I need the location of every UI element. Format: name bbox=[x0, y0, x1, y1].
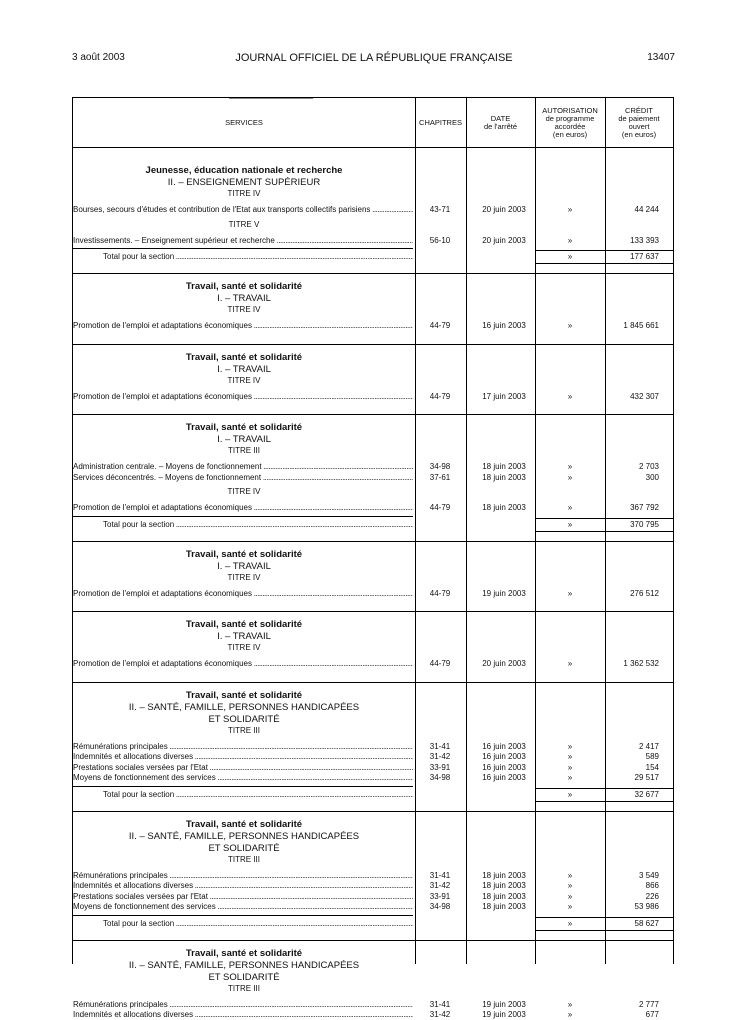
row-credit: 677 bbox=[645, 1010, 659, 1019]
column-divider bbox=[466, 98, 467, 964]
row-chapitre: 31-42 bbox=[429, 752, 451, 761]
row-autorisation: » bbox=[567, 391, 573, 401]
section-divider bbox=[73, 273, 673, 274]
section-divider bbox=[73, 811, 673, 812]
row-credit: 226 bbox=[645, 891, 659, 901]
section-department: I. – TRAVAIL bbox=[217, 434, 271, 445]
section-department: I. – TRAVAIL bbox=[217, 293, 271, 304]
row-chapitre: 31-42 bbox=[429, 1010, 451, 1019]
row-credit: 300 bbox=[645, 472, 659, 482]
col-header-credit: CRÉDIT de paiement ouvert (en euros) bbox=[618, 105, 660, 139]
section-divider bbox=[73, 414, 673, 415]
total-autorisation: » bbox=[567, 918, 573, 928]
titre-label: TITRE IV bbox=[227, 487, 261, 496]
row-chapitre: 31-41 bbox=[429, 870, 451, 880]
credits-table bbox=[72, 97, 674, 1019]
row-service: Indemnités et allocations diverses ..... bbox=[73, 751, 413, 762]
row-credit: 154 bbox=[645, 762, 659, 772]
table-row bbox=[73, 235, 673, 246]
row-service: Indemnités et allocations diverses ..... bbox=[73, 1009, 413, 1020]
total-credit: 58 627 bbox=[634, 918, 659, 928]
row-autorisation: » bbox=[567, 659, 573, 668]
row-credit: 44 244 bbox=[634, 205, 659, 214]
row-service: Promotion de l'emploi et adaptations économiques ..... bbox=[73, 658, 413, 669]
total-label: Total pour la section ..... bbox=[103, 789, 413, 800]
column-divider bbox=[415, 98, 416, 964]
row-credit: 432 307 bbox=[630, 391, 659, 401]
section-department-line2: ET SOLIDARITÉ bbox=[208, 713, 280, 725]
row-autorisation: » bbox=[567, 891, 573, 901]
row-autorisation: » bbox=[567, 235, 573, 245]
row-service: Promotion de l'emploi et adaptations économiques ..... bbox=[73, 502, 413, 513]
row-autorisation: » bbox=[567, 472, 573, 482]
row-date: 19 juin 2003 bbox=[482, 1010, 526, 1019]
section-department: I. – TRAVAIL bbox=[217, 560, 271, 572]
table-row bbox=[73, 320, 673, 331]
section-divider bbox=[73, 541, 673, 542]
row-chapitre: 31-41 bbox=[429, 741, 451, 751]
row-service: Indemnités et allocations diverses ..... bbox=[73, 880, 413, 891]
row-date: 16 juin 2003 bbox=[482, 752, 526, 761]
row-date: 16 juin 2003 bbox=[482, 773, 526, 782]
section-divider bbox=[73, 940, 673, 941]
row-chapitre: 44-79 bbox=[429, 588, 451, 598]
row-credit: 866 bbox=[645, 881, 659, 890]
section-department-line2: ET SOLIDARITÉ bbox=[208, 842, 280, 854]
section-ministry: Travail, santé et solidarité bbox=[185, 818, 303, 830]
row-autorisation: » bbox=[567, 741, 573, 751]
header-rule bbox=[73, 147, 673, 148]
total-autorisation: » bbox=[567, 252, 573, 261]
row-date: 17 juin 2003 bbox=[482, 391, 526, 401]
row-chapitre: 44-79 bbox=[429, 321, 451, 330]
row-autorisation: » bbox=[567, 503, 573, 512]
row-chapitre: 43-71 bbox=[429, 205, 451, 214]
section-divider bbox=[73, 682, 673, 683]
journal-title: JOURNAL OFFICIEL DE LA RÉPUBLIQUE FRANÇAISE bbox=[235, 52, 513, 64]
titre-label: TITRE III bbox=[228, 446, 260, 455]
row-autorisation: » bbox=[567, 588, 573, 598]
row-date: 20 juin 2003 bbox=[482, 235, 526, 245]
row-autorisation: » bbox=[567, 1010, 573, 1019]
row-date: 19 juin 2003 bbox=[482, 999, 526, 1009]
titre-label: TITRE IV bbox=[227, 572, 261, 582]
table-row bbox=[73, 502, 673, 513]
titre-label: TITRE IV bbox=[227, 305, 261, 314]
section-ministry: Travail, santé et solidarité bbox=[185, 422, 303, 433]
total-rule bbox=[73, 516, 413, 517]
row-service: Investissements. – Enseignement supérieur et recherche ..... bbox=[73, 235, 413, 246]
row-credit: 589 bbox=[645, 752, 659, 761]
section-ministry: Jeunesse, éducation nationale et recherche bbox=[145, 165, 343, 176]
section-department: II. – SANTÉ, FAMILLE, PERSONNES HANDICAPÉES bbox=[128, 701, 360, 713]
row-service: Rémunérations principales ..... bbox=[73, 741, 413, 752]
total-label: Total pour la section ..... bbox=[103, 519, 413, 530]
table-row bbox=[73, 772, 673, 783]
col-header-autorisation: AUTORISATION de programme accordée (en euros) bbox=[542, 105, 598, 139]
table-row bbox=[73, 999, 673, 1010]
section-department: II. – SANTÉ, FAMILLE, PERSONNES HANDICAPÉES bbox=[128, 959, 360, 971]
row-autorisation: » bbox=[567, 870, 573, 880]
row-autorisation: » bbox=[567, 762, 573, 772]
row-autorisation: » bbox=[567, 881, 573, 890]
section-department: II. – SANTÉ, FAMILLE, PERSONNES HANDICAPÉES bbox=[128, 830, 360, 842]
row-autorisation: » bbox=[567, 205, 573, 214]
section-ministry: Travail, santé et solidarité bbox=[185, 351, 303, 363]
table-row bbox=[73, 901, 673, 912]
total-label: Total pour la section ..... bbox=[103, 251, 413, 262]
row-chapitre: 44-79 bbox=[429, 391, 451, 401]
row-credit: 367 792 bbox=[630, 503, 659, 512]
row-service: Bourses, secours d'études et contribution de l'Etat aux transports collectifs parisiens ..... bbox=[73, 204, 413, 215]
total-rule bbox=[73, 786, 413, 787]
section-department: I. – TRAVAIL bbox=[217, 363, 271, 375]
total-rule bbox=[73, 915, 413, 916]
total-credit: 370 795 bbox=[630, 519, 659, 529]
row-credit: 2 417 bbox=[638, 741, 659, 751]
table-row bbox=[73, 891, 673, 902]
section-ministry: Travail, santé et solidarité bbox=[185, 619, 303, 630]
row-date: 19 juin 2003 bbox=[482, 588, 526, 598]
row-autorisation: » bbox=[567, 462, 573, 471]
row-date: 16 juin 2003 bbox=[482, 741, 526, 751]
titre-label: TITRE IV bbox=[227, 643, 261, 652]
row-service: Moyens de fonctionnement des services ..... bbox=[73, 772, 413, 783]
table-row bbox=[73, 1009, 673, 1020]
section-ministry: Travail, santé et solidarité bbox=[185, 947, 303, 959]
row-date: 18 juin 2003 bbox=[482, 503, 526, 512]
row-service: Services déconcentrés. – Moyens de fonctionnement ..... bbox=[73, 472, 413, 483]
section-department: II. – ENSEIGNEMENT SUPÉRIEUR bbox=[167, 177, 321, 188]
titre-label: TITRE III bbox=[228, 983, 260, 993]
table-row bbox=[73, 741, 673, 752]
section-divider bbox=[73, 344, 673, 345]
section-divider bbox=[73, 611, 673, 612]
table-row bbox=[73, 658, 673, 669]
row-chapitre: 31-42 bbox=[429, 881, 451, 890]
row-credit: 276 512 bbox=[630, 588, 659, 598]
row-chapitre: 34-98 bbox=[429, 462, 451, 471]
row-autorisation: » bbox=[567, 999, 573, 1009]
col-header-date: DATE de l'arrêté bbox=[483, 113, 518, 131]
row-date: 16 juin 2003 bbox=[482, 762, 526, 772]
row-service: Promotion de l'emploi et adaptations économiques ..... bbox=[73, 391, 413, 402]
row-service: Rémunérations principales ..... bbox=[73, 870, 413, 881]
row-chapitre: 31-41 bbox=[429, 999, 451, 1009]
row-credit: 29 517 bbox=[634, 773, 659, 782]
total-row bbox=[73, 918, 673, 929]
row-date: 18 juin 2003 bbox=[482, 891, 526, 901]
row-date: 20 juin 2003 bbox=[482, 205, 526, 214]
section-department-line2: ET SOLIDARITÉ bbox=[208, 971, 280, 983]
row-credit: 133 393 bbox=[630, 235, 659, 245]
row-credit: 1 362 532 bbox=[623, 659, 659, 668]
titre-label: TITRE V bbox=[228, 219, 260, 229]
total-row bbox=[73, 789, 673, 800]
row-service: Prestations sociales versées par l'Etat ..... bbox=[73, 762, 413, 773]
row-credit: 2 777 bbox=[638, 999, 659, 1009]
row-chapitre: 56-10 bbox=[429, 235, 451, 245]
row-credit: 3 549 bbox=[638, 870, 659, 880]
row-service: Moyens de fonctionnement des services ..... bbox=[73, 901, 413, 912]
row-chapitre: 37-61 bbox=[429, 472, 451, 482]
row-credit: 2 703 bbox=[638, 462, 659, 471]
titre-label: TITRE III bbox=[228, 854, 260, 864]
table-row bbox=[73, 204, 673, 215]
table-row bbox=[73, 762, 673, 773]
row-chapitre: 33-91 bbox=[429, 891, 451, 901]
table-row bbox=[73, 391, 673, 402]
total-credit: 32 677 bbox=[634, 789, 659, 799]
titre-label: TITRE IV bbox=[227, 375, 261, 385]
table-row bbox=[73, 880, 673, 891]
total-row bbox=[73, 519, 673, 530]
issue-date: 3 août 2003 bbox=[72, 52, 125, 63]
titre-label: TITRE III bbox=[228, 725, 260, 735]
total-row bbox=[73, 251, 673, 262]
page-number: 13407 bbox=[647, 52, 675, 63]
row-autorisation: » bbox=[567, 773, 573, 782]
section-department: I. – TRAVAIL bbox=[217, 631, 271, 642]
total-autorisation: » bbox=[567, 519, 573, 529]
total-credit: 177 637 bbox=[630, 252, 659, 261]
row-date: 18 juin 2003 bbox=[482, 870, 526, 880]
table-row bbox=[73, 588, 673, 599]
row-chapitre: 44-79 bbox=[429, 503, 451, 512]
section-ministry: Travail, santé et solidarité bbox=[185, 281, 303, 292]
row-date: 20 juin 2003 bbox=[482, 659, 526, 668]
table-row bbox=[73, 461, 673, 472]
table-row bbox=[73, 751, 673, 762]
row-date: 18 juin 2003 bbox=[482, 902, 526, 911]
row-date: 18 juin 2003 bbox=[482, 881, 526, 890]
row-date: 18 juin 2003 bbox=[482, 472, 526, 482]
row-chapitre: 44-79 bbox=[429, 659, 451, 668]
col-header-services: SERVICES bbox=[225, 117, 263, 127]
row-autorisation: » bbox=[567, 321, 573, 330]
row-chapitre: 34-98 bbox=[429, 902, 451, 911]
section-ministry: Travail, santé et solidarité bbox=[185, 689, 303, 701]
row-service: Administration centrale. – Moyens de fonctionnement ..... bbox=[73, 461, 413, 472]
col-header-chapitres: CHAPITRES bbox=[419, 117, 462, 127]
row-credit: 53 986 bbox=[634, 902, 659, 911]
table-row bbox=[73, 472, 673, 483]
row-service: Promotion de l'emploi et adaptations économiques ..... bbox=[73, 588, 413, 599]
row-service: Promotion de l'emploi et adaptations économiques ..... bbox=[73, 320, 413, 331]
table-row bbox=[73, 870, 673, 881]
total-autorisation: » bbox=[567, 789, 573, 799]
row-service: Prestations sociales versées par l'Etat ..... bbox=[73, 891, 413, 902]
row-autorisation: » bbox=[567, 902, 573, 911]
row-service: Rémunérations principales ..... bbox=[73, 999, 413, 1010]
row-chapitre: 33-91 bbox=[429, 762, 451, 772]
section-ministry: Travail, santé et solidarité bbox=[185, 548, 303, 560]
row-chapitre: 34-98 bbox=[429, 773, 451, 782]
total-label: Total pour la section ..... bbox=[103, 918, 413, 929]
row-date: 16 juin 2003 bbox=[482, 321, 526, 330]
titre-label: TITRE IV bbox=[227, 189, 261, 198]
row-credit: 1 845 661 bbox=[623, 321, 659, 330]
row-date: 18 juin 2003 bbox=[482, 462, 526, 471]
row-autorisation: » bbox=[567, 752, 573, 761]
total-rule bbox=[73, 248, 413, 249]
